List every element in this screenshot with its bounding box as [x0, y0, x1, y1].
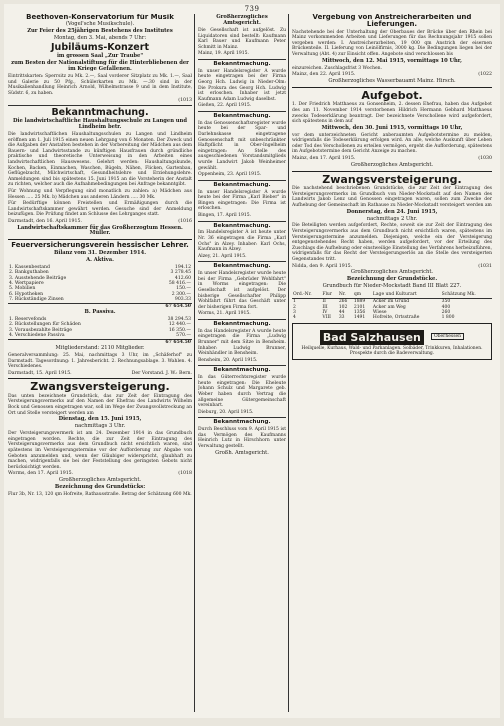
balance-label: 5. Mobilien	[9, 286, 36, 292]
lot-cell: 33	[338, 314, 345, 320]
lot-cell: Hofreite, Ortsstraße	[372, 314, 420, 320]
notice-title: Bekanntmachung.	[213, 60, 271, 67]
register-entry: Die Gesellschaft ist aufgelöst. Zu Liquidatoren sind bestellt: Kaufmann Karl Bauer und Kaufmann Peter Schmitt in Mainz.	[198, 27, 286, 50]
notice-title: Bekanntmachung.	[213, 419, 271, 426]
auction-court: Großherzogliches Amtsgericht.	[350, 269, 434, 276]
court-signer: Großh. Amtsgericht.	[215, 449, 269, 456]
aufgebot-court: Großherzogliches Amtsgericht.	[350, 161, 434, 168]
auction-notice	[8, 381, 192, 497]
balance-amount: 58 416.—	[168, 280, 191, 286]
notice-title: Bekanntmachung.	[213, 181, 271, 188]
liabilities-heading: B. Passiva.	[84, 308, 116, 315]
notice-fees: Für Wohnung und Verpflegung sind monatlich zu zahlen: a) Mädchen aus Hessen ..... 25 Mk. b) Mädchen aus anderen Ländern ..... 30 Mk.	[8, 188, 192, 200]
register-entry: In das Genossenschaftsregister wurde heute bei der Spar- und Darlehnskasse eingetragene Genossenschaft mit unbeschränkter Haftpflicht in Ober-Ingelheim eingetragen: An Stelle des ausgeschiedenen Vorstandsmitglieds wurde Landwirt Jakob Weinheimer gewählt.	[198, 120, 286, 171]
lot-cell: 1491	[353, 314, 366, 320]
aufgebot-place: Mainz, den 17. April 1915.	[292, 156, 356, 162]
balance-amount: 38 294.53	[167, 316, 191, 322]
entry-place: Worms, 21. April 1915.	[198, 311, 251, 317]
notice-title: Bekanntmachung.	[213, 367, 271, 374]
lot-cell: 400	[441, 304, 451, 310]
concert-line: Zur Feier des 25jährigen Bestehens des Institutes	[27, 28, 173, 35]
balance-label: 4. Wertpapiere	[9, 280, 44, 286]
entry-place: Dieburg, 20. April 1915.	[198, 409, 254, 415]
balance-label: 1. Kassenbestand	[9, 264, 50, 270]
lots-column-header: Flur	[321, 291, 337, 299]
balance-amount: 16 350.—	[168, 327, 191, 333]
newspaper-page	[4, 4, 500, 718]
concert-event: Jubiläums-Konzert	[51, 42, 149, 54]
lot-cell: Acker im Grund	[372, 299, 410, 305]
balance-subtitle: Bilanz vom 31. Dezember 1914.	[53, 249, 147, 256]
lot-cell: III	[322, 304, 328, 310]
register-entry: In unser Handelsregister wurde heute bei der Firma „Gebrüder Wohlfahrt" in Worms eingetragen: Die Gesellschaft ist aufgelöst. Der bisherige Gesellschafter Philipp Wohlfahrt führt das Geschäft unter der bisherigen Firma fort.	[198, 271, 286, 310]
lots-table	[292, 291, 492, 320]
auction-body-2: Der Versteigerungsvermerk ist am 24. Dezember 1914 in das Grundbuch eingetragen worden. Rechte, die zur Zeit der Eintragung des Versteigerungsvermerks aus dem Grundbuch nicht ersichtlich waren, sind spätestens im Versteigerungstermine vor der Aufforderung zur Abgabe von Geboten anzumelden und, wenn der Gläubiger widerspricht, glaubhaft zu machen, widrigenfalls sie bei der Feststellung des geringsten Gebots nicht berücksichtigt werden.	[8, 431, 192, 470]
register-entry: In das Güterrechtsregister wurde heute eingetragen: Die Eheleute Johann Schulz und Margarete geb. Weber haben durch Vertrag die allgemeine Gütergemeinschaft vereinbart.	[198, 375, 286, 409]
notice-body: Die landwirtschaftlichen Haushaltungsschulen zu Langen und Lindheim eröffnen am 1. Juli 1915 einen neuen Lehrgang von 6 Monaten. Der Zweck und die Aufgaben der Anstalten bestehen in der Vorbereitung der Mädchen aus dem Bauern- und Landwirtsstande zu künftigen Hausfrauen durch gründliche praktische und theoretische Unterweisung in den Arbeiten eines landwirtschaftlichen Hauswesens. Gelehrt werden: Haushaltungskunde, Kochen, Backen, Einmachen, Waschen, Bügeln, Nähen, Flicken, Gartenbau, Geflügelzucht, Milchwirtschaft, Gesundheitslehre und Erziehungslehre. Anmeldungen sind bis spätestens 15. Juni 1915 an die Vorsteherin der Anstalt zu richten, welcher auch die Aufnahmebedingungen bei Anfrage bekanntgibt.	[8, 132, 192, 188]
register-entry: In unser Handelsregister A wurde heute eingetragen bei der Firma Georg Hch. Ludwig in Nieder-Olm: Die Prokura des Georg Hch. Ludwig ist erloschen. Inhaber ist jetzt Kaufmann Adam Ludwig daselbst.	[198, 68, 286, 102]
lot-cell: 2	[293, 304, 296, 310]
column-left	[8, 14, 192, 712]
balance-label: 3. Vorausbezahlte Beiträge	[9, 327, 73, 333]
balance-total: 67 654.50	[142, 339, 192, 345]
register-entry: Durch Beschluss vom 9. April 1915 ist das Vermögen des Kaufmanns Heinrich Lutz in Hirschhorn unter Verwaltung gestellt.	[198, 427, 286, 450]
balance-total: 67 654.50	[134, 303, 193, 309]
lot-cell: 4	[293, 314, 296, 320]
aufgebot-title: Aufgebot.	[361, 88, 423, 102]
entry-place: Gießen, 22. April 1915.	[198, 103, 252, 109]
column-rule	[194, 14, 195, 712]
reference-number: (1013	[178, 97, 192, 103]
auction-date: Donnerstag, den 24. Juni 1915,	[346, 208, 438, 215]
notice-place: Darmstadt, den 16. April 1915.	[8, 218, 82, 224]
balance-place: Darmstadt, 15. April 1915.	[8, 370, 72, 376]
reference-number: (1018	[178, 471, 192, 477]
balance-amount: 903.33	[174, 297, 191, 303]
notice-signer: Landwirtschaftskammer für das Großherzogtum Hessen. Müller.	[17, 224, 183, 237]
spa-text: Heilquelle, Kurhaus, Wald- und Parkanlagen. Solbäder, Trinkkuren, Inhalationen. Prospekte durch die Badeverwaltung.	[301, 346, 483, 357]
balance-label: 6. Hypotheken	[9, 291, 44, 297]
tender-notice	[292, 14, 492, 85]
notice-title: Bekanntmachung.	[51, 107, 149, 119]
court-heading: Großherzogliches Amtsgericht.	[216, 14, 268, 26]
assets-heading: A. Aktiva.	[86, 256, 114, 263]
lot-cell: IV	[322, 309, 328, 315]
balance-label: 1. Reservefonds	[9, 316, 47, 322]
notice-title: Bekanntmachung.	[213, 263, 271, 270]
notice-title: Bekanntmachung.	[213, 112, 271, 119]
lot-cell: Acker am Weg	[372, 304, 406, 310]
auction-body: Die nachstehend beschriebenen Grundstücke, die zur Zeit der Eintragung des Versteigerungsvermerks im Grundbuch von Nieder-Mockstadt auf den Namen des Landwirts Jakob Lenz und Genossen eingetragen waren, sollen zum Zwecke der Aufhebung der Gemeinschaft im Rathause zu Nieder-Mockstadt versteigert werden am	[292, 186, 492, 208]
entry-place: Mainz, 19. April 1915.	[198, 51, 249, 57]
entry-place: Bingen, 17. April 1915.	[198, 212, 252, 218]
register-entry: In unser Handelsregister A wurde heute bei der Firma „Karl Bieber" in Bingen eingetragen: Die Firma ist erloschen.	[198, 189, 286, 212]
notice-body-2: Für Bedürftige können Freistellen und Ermäßigungen durch die Landwirtschaftskammer gewährt werden. Gesuche sind der Anmeldung beizufügen. Die Prüfung findet am Schlusse des Lehrganges statt.	[8, 201, 192, 218]
balance-amount: 570.—	[176, 333, 191, 339]
notice-title: Bekanntmachung.	[213, 222, 271, 229]
tender-title: Vergebung von Anstreicherarbeiten und Lieferungen.	[312, 14, 472, 29]
lot-row	[292, 315, 492, 320]
auction-place: Nidda, den 9. April 1915.	[292, 263, 353, 269]
auction-place: Worms, den 17. April 1915.	[8, 471, 74, 477]
lot-cell: 1889	[353, 299, 366, 305]
auction-time: nachmittags 2 Uhr.	[366, 215, 418, 222]
lots-column-header: Nr.	[338, 291, 353, 299]
balance-amount: 194.12	[174, 264, 191, 270]
auction-body: Das unten bezeichnete Grundstück, das zur Zeit der Eintragung des Versteigerungsvermerks auf den Namen der Ehefrau des Landwirts Wilhelm Bock und Genossen eingetragen war, soll im Wege der Zwangsvollstreckung an Ort und Stelle versteigert werden am	[8, 393, 192, 416]
column-right	[292, 14, 492, 712]
auction-title: Zwangsversteigerung.	[322, 172, 462, 186]
general-meeting: Generalversammlung: 25. Mai, nachmittags 3 Uhr, im „Schäferhof" zu Darmstadt. Tagesordnung: 1. Jahresbericht. 2. Rechnungsablage. 3. Wahlen. 4. Verschiedenes.	[8, 352, 192, 370]
entry-place: Bensheim, 20. April 1915.	[198, 357, 258, 363]
lot-cell: 350	[441, 299, 451, 305]
members-count: Mitgliederstand: 2110 Mitglieder.	[55, 344, 145, 351]
balance-amount: 12 440.—	[168, 322, 191, 328]
balance-amount: 150.—	[176, 286, 191, 292]
lot-cell: 44	[338, 309, 345, 315]
tender-body: Nachstehende bei der Unterhaltung der Oberbaues der Brücke über den Rhein bei Mainz vorkommenden Arbeiten und Lieferungen für das Rechnungsjahr 1915 sollen vergeben werden: I. Anstreicherarbeiten, 19 000 qm Anstrich der eisernen Brückenteile. II. Lieferung von Leinölfirnis, 3000 kg. Die Bedingungen liegen bei der Verwaltung (Abt. 4) zur Einsicht offen. Angebote sind verschlossen bis	[292, 29, 492, 58]
lots-column-header: Lage und Kulturart	[372, 291, 441, 299]
balance-label: 3. Ausstehende Beiträge	[9, 275, 67, 281]
concert-advert	[8, 14, 192, 103]
concert-subtitle: (Vogel'sche Musikschule).	[65, 21, 135, 28]
balance-amount: 3 278.45	[170, 270, 191, 276]
spa-region: Oberhessen	[431, 333, 464, 340]
lot-cell: 266	[338, 299, 348, 305]
balance-amount: 2 300.—	[171, 291, 191, 297]
page-number: 739	[244, 5, 260, 13]
lot-cell: Wiese	[372, 309, 387, 315]
insurance-balance	[8, 242, 192, 376]
reference-number: (1016	[178, 218, 192, 224]
auction-date: Dienstag, den 15. Juni 1915,	[58, 416, 142, 423]
auction-title: Zwangsversteigerung.	[30, 380, 170, 394]
lot-cell: 1 800	[441, 314, 455, 320]
school-notice	[8, 108, 192, 237]
lot-cell: 260	[441, 309, 451, 315]
tender-signer: Großherzogliches Wasserbauamt Mainz. Hirsch.	[328, 77, 456, 84]
concert-date: Montag, den 3. Mai, abends 7 Uhr:	[53, 35, 147, 42]
balance-label: 4. Verschiedene Passiva	[9, 333, 65, 339]
aufgebot-notice	[292, 90, 492, 169]
liabilities-table	[8, 317, 192, 345]
tender-body-2: einzureichen. Zuschlagsfrist 3 Wochen.	[292, 65, 382, 71]
lot-cell: 102	[338, 304, 348, 310]
balance-amount: 412.60	[174, 275, 191, 281]
entry-place: Alzey, 21. April 1915.	[198, 253, 247, 259]
aufgebot-date: Mittwoch, den 30. Juni 1915, vormittags 10 Uhr,	[321, 124, 463, 131]
entry-place: Oppenheim, 23. April 1915.	[198, 172, 262, 178]
balance-label: 2. Rückstellungen für Schäden	[9, 322, 81, 328]
concert-prices: Eintrittskarten: Sperrsitz zu Mk. 2.—, Saal vorderer Sitzplatz zu Mk. 1.—, Saal und Galerie zu 50 Pfg., Schülerkarten zu Mk. —.30 sind in der Musikalienhandlung Heinrich Arnold, Wilhelmstrasse 9 und in dem Institute, Südstr. 6, zu haben.	[8, 74, 192, 96]
aufgebot-body-2: vor dem unterzeichneten Gericht anberaumten Aufgebotstermine zu melden, widrigenfalls die Todeserklärung erfolgen wird. An alle, welche Auskunft über Leben oder Tod des Verschollenen zu erteilen vermögen, ergeht die Aufforderung, spätestens im Aufgebotstermine dem Gericht Anzeige zu machen.	[292, 132, 492, 155]
auction-time: nachmittags 3 Uhr.	[74, 423, 126, 430]
concert-purpose: zum Besten der Nationalstiftung für die Hinterbliebenen der im Kriege Gefallenen.	[11, 60, 189, 73]
tender-place: Mainz, den 22. April 1915.	[292, 72, 356, 78]
insurance-title: Feuerversicherungsverein hessischer Lehrer.	[11, 241, 189, 250]
register-entry: Im Handelsregister A ist heute unter Nr. 36 eingetragen die Firma „Karl Ochs" in Alzey. Inhaber: Karl Ochs, Kaufmann in Alzey.	[198, 230, 286, 253]
assets-table	[8, 265, 192, 309]
notice-title: Bekanntmachung.	[213, 320, 271, 327]
lots-column-header: Ord.-Nr.	[292, 291, 321, 299]
balance-label: 7. Rückständige Zinsen	[9, 297, 64, 303]
lot-description: Flur 3b, Nr. 13, 120 qm Hofreite, Rathausstraße. Betrag der Schätzung 600 Mk.	[8, 491, 192, 497]
lot-heading: Bezeichnung des Grundstücks:	[54, 483, 146, 490]
spa-advert	[292, 323, 492, 359]
lots-column-header: Schätzung Mk.	[441, 291, 492, 299]
balance-label: 2. Bankguthaben	[9, 270, 49, 276]
lot-cell: II	[322, 299, 326, 305]
lot-cell: 2101	[353, 304, 366, 310]
column-rule	[288, 14, 289, 712]
register-entry: In das Handelsregister A wurde heute eingetragen die Firma „Ludwig Brunner" mit dem Sitze in Bensheim. Inhaber: Ludwig Brunner, Weinhändler in Bensheim.	[198, 328, 286, 357]
spa-name: Bad Salzhausen	[320, 330, 424, 345]
lot-cell: 1	[293, 299, 296, 305]
concert-venue: im grossen Saal „Zur Traube"	[56, 53, 144, 60]
aufgebot-body: 1. Der Friedrich Matthaeus zu Gonsenheim, 2. dessen Ehefrau, haben das Aufgebot des am 11. November 1914 verstorbenen Hildrich Hermann Gebhard Matthaeus zwecks Todeserklärung beantragt. Der bezeichnete Verschollene wird aufgefordert, sich spätestens in dem auf	[292, 102, 492, 125]
lot-cell: 1356	[353, 309, 366, 315]
auction-body-2: Die Beteiligten werden aufgefordert, Rechte, soweit sie zur Zeit der Eintragung des Versteigerungsvermerks aus dem Grundbuch nicht ersichtlich waren, spätestens im Versteigerungstermine anzumelden. Diejenigen, welche ein der Versteigerung entgegenstehendes Recht haben, werden aufgefordert, vor der Erteilung des Zuschlags die Aufhebung oder einstweilige Einstellung des Verfahrens herbeizuführen, widrigenfalls für das Recht der Versteigerungserlös an die Stelle des versteigerten Gegenstandes tritt.	[292, 223, 492, 263]
reference-number: (1031	[478, 263, 492, 269]
column-middle	[198, 14, 286, 712]
reference-number: (1030	[478, 156, 492, 162]
lots-subheading: Grundbuch für Nieder-Mockstadt Band III Blatt 227.	[322, 283, 462, 290]
balance-signer: Der Vorstand. J. W.: Bern.	[131, 370, 192, 376]
tender-date: Mittwoch, den 12. Mai 1915, vormittags 10 Uhr,	[322, 57, 462, 64]
lot-cell: 3	[293, 309, 296, 315]
auction-notice-2	[292, 174, 492, 321]
lots-heading: Bezeichnung der Grundstücke.	[346, 276, 438, 283]
lot-cell: VIII	[322, 314, 331, 320]
concert-title: Beethoven-Konservatorium für Musik	[26, 14, 174, 21]
lots-column-header: qm	[353, 291, 372, 299]
reference-number: (1022	[478, 72, 492, 78]
notice-heading: Die landwirtschaftliche Haushaltungsschule zu Langen und Lindheim betr.	[13, 118, 187, 131]
auction-court: Großherzogliches Amtsgericht.	[58, 476, 142, 483]
